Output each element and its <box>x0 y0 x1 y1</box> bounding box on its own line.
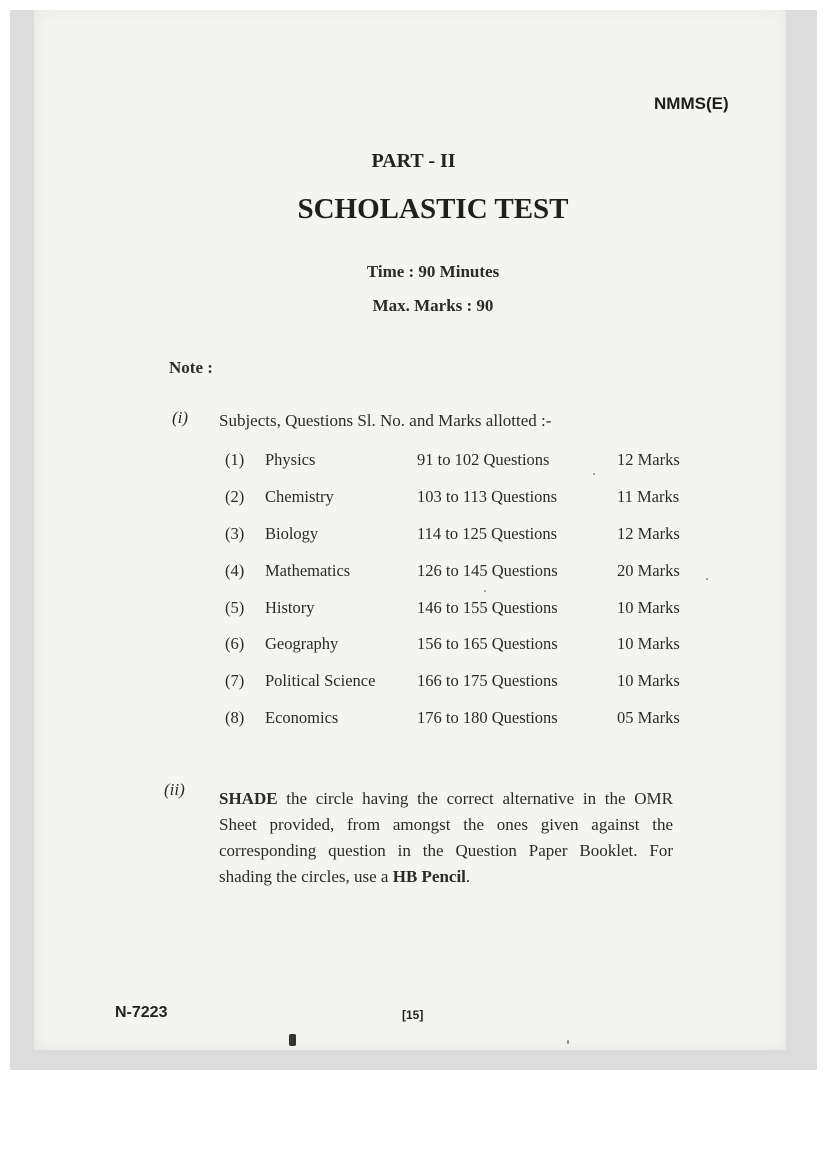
subject-marks: 10 Marks <box>617 634 680 654</box>
page-number: [15] <box>402 1008 424 1022</box>
subject-name: Chemistry <box>265 487 334 507</box>
subject-name: Economics <box>265 707 339 727</box>
point-i-marker: (i) <box>172 408 189 427</box>
subject-marks: 20 Marks <box>617 560 680 580</box>
paper-code: NMMS(E) <box>654 94 729 113</box>
subject-marks: 10 Marks <box>617 671 680 691</box>
scan-speck <box>706 578 708 580</box>
table-row <box>225 700 707 737</box>
booklet-code: N-7223 <box>115 1004 168 1021</box>
table-row <box>225 552 707 589</box>
instruction-text: the circle having the correct alternative in the OMR Sheet provided, from amongst the ones given against the corresponding question in the Question Paper Booklet. For shading the circles, use a <box>219 789 673 886</box>
question-range: 103 to 113 Questions <box>417 487 558 507</box>
subject-marks: 12 Marks <box>617 450 680 470</box>
question-range: 114 to 125 Questions <box>417 523 558 543</box>
question-range: 166 to 175 Questions <box>417 671 558 691</box>
subject-number: (2) <box>225 487 245 507</box>
table-row <box>225 626 707 663</box>
table-row <box>225 479 707 516</box>
subject-marks: 05 Marks <box>617 707 680 727</box>
subject-name: Biology <box>265 523 319 543</box>
table-row <box>225 589 707 626</box>
page-title: SCHOLASTIC TEST <box>297 193 569 225</box>
shade-keyword: SHADE <box>219 789 278 808</box>
time-allowed: Time : 90 Minutes <box>366 262 500 281</box>
subject-number: (6) <box>225 634 245 654</box>
subject-number: (7) <box>225 671 245 691</box>
subject-number: (1) <box>225 450 245 470</box>
subject-name: Political Science <box>265 671 376 691</box>
part-heading: PART - II <box>371 150 456 172</box>
subject-name: Physics <box>265 450 316 470</box>
subject-number: (5) <box>225 597 245 617</box>
question-range: 126 to 145 Questions <box>417 560 558 580</box>
scan-speck <box>567 1040 569 1044</box>
point-ii-marker: (ii) <box>164 780 185 799</box>
instruction-end: . <box>465 867 471 886</box>
subject-marks: 10 Marks <box>617 597 680 617</box>
shading-instruction <box>219 786 673 890</box>
table-row <box>225 516 707 553</box>
table-row <box>225 663 707 700</box>
question-range: 146 to 155 Questions <box>417 597 558 617</box>
subject-number: (4) <box>225 560 245 580</box>
subject-marks: 11 Marks <box>617 487 680 507</box>
table-row <box>225 442 707 479</box>
subject-name: Geography <box>265 634 339 654</box>
question-range: 176 to 180 Questions <box>417 707 558 727</box>
question-range: 91 to 102 Questions <box>417 450 550 470</box>
subject-name: History <box>265 597 315 617</box>
scan-ink-mark <box>289 1034 296 1046</box>
subject-number: (8) <box>225 707 245 727</box>
question-range: 156 to 165 Questions <box>417 634 558 654</box>
max-marks: Max. Marks : 90 <box>372 296 494 315</box>
subjects-table <box>225 442 707 736</box>
scan-speck <box>593 473 595 475</box>
scan-speck <box>484 590 486 592</box>
pencil-keyword: HB Pencil <box>392 867 466 886</box>
note-label: Note : <box>169 358 213 377</box>
subject-name: Mathematics <box>265 560 351 580</box>
subjects-intro: Subjects, Questions Sl. No. and Marks allotted :- <box>219 411 552 430</box>
subject-marks: 12 Marks <box>617 523 680 543</box>
subject-number: (3) <box>225 523 245 543</box>
